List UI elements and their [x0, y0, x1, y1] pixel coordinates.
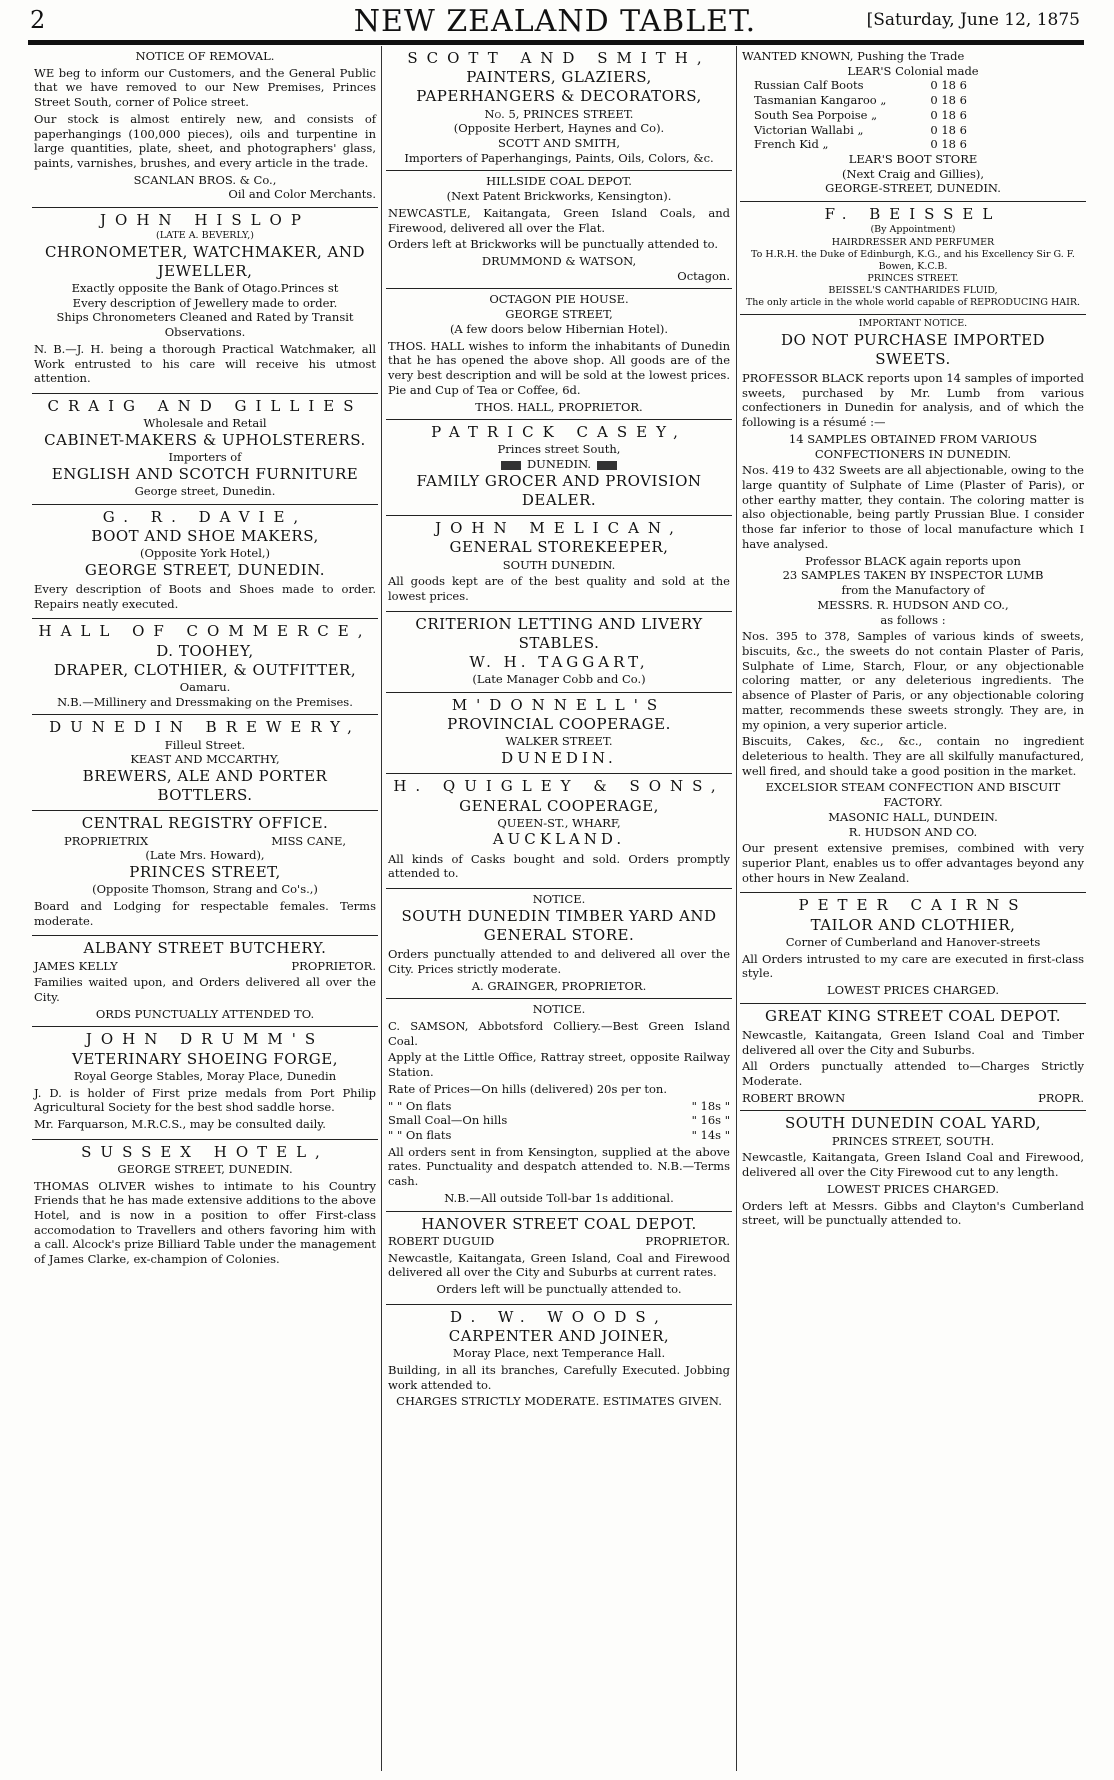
ad-body: Building, in all its branches, Carefully Executed. Jobbing work attended to. [388, 1362, 730, 1392]
ad-line: (Late Manager Cobb and Co.) [472, 672, 646, 687]
ad-great-king-coal [740, 1004, 1086, 1112]
ad-line: (Opposite Thomson, Strang and Co's.,) [92, 882, 318, 897]
price-value: 0 18 6 [930, 78, 967, 93]
ad-woods-carpenter [386, 1305, 732, 1414]
ad-line: MESSRS. R. HUDSON AND CO., [817, 597, 1009, 612]
ad-footer: ORDS PUNCTUALLY ATTENDED TO. [95, 1006, 315, 1021]
ad-name: SOUTH DUNEDIN COAL YARD, [784, 1114, 1042, 1133]
ad-line: (Late Mrs. Howard), [145, 848, 265, 863]
ad-scanlan [32, 46, 378, 208]
ornament-icon [597, 461, 617, 470]
column-3 [740, 46, 1086, 1776]
ad-body: Newcastle, Kaitangata, Green Island Coal and Timber delivered all over the City and Suburbs. [742, 1027, 1084, 1057]
ad-line: AUCKLAND. [492, 830, 626, 849]
ad-south-dunedin-coal [740, 1111, 1086, 1235]
ad-name: HILLSIDE COAL DEPOT. [486, 174, 632, 189]
ad-line: Moray Place, next Temperance Hall. [452, 1346, 666, 1361]
ad-line: No. 5, PRINCES STREET. [484, 106, 634, 121]
ad-line: MASONIC HALL, DUNDEIN. [828, 809, 998, 824]
ad-footer: CHARGES STRICTLY MODERATE. ESTIMATES GIVEN. [396, 1394, 722, 1409]
ad-line: (A few doors below Hibernian Hotel). [449, 321, 669, 336]
ad-name: M'DONNELL'S [451, 696, 667, 715]
ad-line: SCOTT AND SMITH, [497, 136, 621, 150]
price-value: " 16s " [691, 1113, 730, 1128]
ad-line: Oamaru. [179, 679, 231, 694]
ad-body: Every description of Boots and Shoes made to order. Repairs neatly executed. [34, 581, 376, 611]
price-row [750, 78, 971, 93]
ad-name: SUSSEX HOTEL, [81, 1142, 329, 1161]
price-value: " 14s " [691, 1128, 730, 1143]
ad-name: OCTAGON PIE HOUSE. [489, 292, 629, 307]
ad-name: CENTRAL REGISTRY OFFICE. [81, 814, 329, 833]
ad-line: PAPERHANGERS & DECORATORS, [416, 87, 702, 106]
ad-hall-of-commerce [32, 619, 378, 715]
ornament-icon [501, 461, 521, 470]
ad-line: EXCELSIOR STEAM CONFECTION AND BISCUIT FACTORY. [765, 780, 1061, 810]
ad-body: THOMAS OLIVER wishes to intimate to his Country Friends that he has made extensive additions to the above Hotel, and is now in a position to offer First-class accomodation to Travellers and others favoring him with a call. Alcock's prize Billiard Table under the management of James Clarke, ex-champion of Colonies. [34, 1178, 376, 1267]
page-number: 2 [30, 6, 46, 34]
ad-line: STABLES. [518, 633, 600, 652]
ad-line: George street, Dunedin. [134, 483, 276, 498]
ad-beissel-hairdresser [740, 202, 1086, 315]
ad-line: DUNEDIN. [526, 457, 592, 472]
ad-criterion-stables [386, 612, 732, 693]
ad-line: Every description of Jewellery made to order. [72, 295, 338, 310]
ad-line: PRINCES STREET. [867, 273, 959, 284]
ad-dunedin-brewery [32, 715, 378, 811]
ad-hanover-coal [386, 1212, 732, 1305]
ad-line: (Opposite York Hotel,) [139, 546, 271, 561]
ad-owner: JAMES KELLY [34, 958, 118, 973]
ad-line: (Next Patent Brickworks, Kensington). [446, 189, 672, 204]
ad-body: Families waited upon, and Orders delivered all over the City. [34, 975, 376, 1004]
column-divider [381, 46, 382, 1771]
ad-role: PROPRIETOR. [645, 1233, 730, 1248]
ad-line: PRINCES STREET, SOUTH. [831, 1133, 995, 1148]
ad-line: PRINCES STREET, [129, 863, 281, 881]
ad-body: All Orders intrusted to my care are executed in first-class style. [742, 951, 1084, 981]
ad-body: Apply at the Little Office, Rattray street, opposite Railway Station. [388, 1050, 730, 1080]
ad-body: Mr. Farquarson, M.R.C.S., may be consulted daily. [34, 1116, 326, 1131]
ad-line: KEAST AND MCCARTHY, [130, 752, 280, 767]
ad-firm: SCANLAN BROS. & Co., [133, 172, 277, 187]
ad-line: W. H. TAGGART, [469, 653, 649, 672]
ad-firm: DRUMMOND & WATSON, [481, 254, 637, 269]
ad-line: To H.R.H. the Duke of Edinburgh, K.G., and his Excellency Sir G. F. Bowen, K.C.B. [751, 248, 1075, 272]
ad-value: MISS CANE, [271, 833, 346, 848]
ad-drumm-forge [32, 1027, 378, 1139]
ad-name: PATRICK CASEY, [431, 423, 687, 442]
ad-patrick-casey [386, 420, 732, 516]
ad-subtitle: Oil and Color Merchants. [228, 187, 376, 202]
price-value: 0 18 6 [930, 107, 967, 122]
ad-line: Ships Chronometers Cleaned and Rated by Transit Observations. [56, 310, 354, 340]
ad-line: GEORGE STREET, DUNEDIN. [84, 560, 326, 579]
ad-name: D. W. WOODS, [450, 1307, 668, 1326]
ad-body: All goods kept are of the best quality and sold at the lowest prices. [388, 574, 730, 604]
price-label: " " On flats [388, 1098, 452, 1113]
ad-owner: ROBERT BROWN [742, 1090, 846, 1105]
ad-name: JOHN DRUMM'S [85, 1030, 325, 1049]
ad-line: ENGLISH AND SCOTCH FURNITURE [51, 464, 359, 483]
ad-central-registry [32, 811, 378, 936]
ad-name: JOHN MELICAN, [435, 519, 683, 538]
ad-body: Orders left at Brickworks will be punctually attended to. [388, 237, 718, 252]
newspaper-title: NEW ZEALAND TABLET. [353, 4, 757, 39]
ad-line: SOUTH DUNEDIN. [502, 557, 616, 572]
price-item: Victorian Wallabi „ [754, 122, 864, 137]
price-item: South Sea Porpoise „ [754, 107, 878, 122]
ad-body: Board and Lodging for respectable females. Terms moderate. [34, 898, 376, 928]
ad-line: QUEEN-ST., WHARF, [497, 815, 621, 830]
ad-octagon-pie-house [386, 289, 732, 420]
price-list [750, 78, 971, 152]
ad-body: Orders left at Messrs. Gibbs and Clayton's Cumberland street, will be punctually attended to. [742, 1198, 1084, 1228]
ad-name: HANOVER STREET COAL DEPOT. [421, 1214, 697, 1233]
ad-line: DUNEDIN. [501, 749, 617, 768]
ad-notice: NOTICE. [532, 1002, 586, 1017]
ad-line: BOTTLERS. [157, 786, 253, 805]
ad-line: DRAPER, CLOTHIER, & OUTFITTER, [53, 660, 357, 679]
price-value: 0 18 6 [930, 122, 967, 137]
ad-body: WE beg to inform our Customers, and the General Public that we have removed to our New Premises, Princes Street South, corner of Police street. [34, 65, 376, 110]
ad-footer: LOWEST PRICES CHARGED. [827, 982, 999, 997]
issue-date: [Saturday, June 12, 1875 [866, 10, 1080, 30]
ad-line: GEORGE-STREET, DUNEDIN. [825, 181, 1001, 196]
ad-line: (Opposite Herbert, Haynes and Co). [453, 121, 665, 136]
ad-body: NEWCASTLE, Kaitangata, Green Island Coals, and Firewood, delivered all over the Flat. [388, 205, 730, 235]
ad-line: DEALER. [521, 491, 597, 510]
ad-body: Newcastle, Kaitangata, Green Island, Coal and Firewood delivered all over the City and Suburbs at current rates. [388, 1250, 730, 1280]
ad-body: Our present extensive premises, combined with very superior Plant, enables us to offer advantages beyond any other hours in New Zealand. [742, 841, 1084, 885]
ad-body: Our stock is almost entirely new, and consists of paperhangings (100,000 pieces), oils and turpentine in large quantities, plate, sheet, and photographers' glass, paints, varnishes, brushes, and every article in the trade. [34, 111, 376, 171]
ad-body: Biscuits, Cakes, &c., &c., contain no ingredient deleterious to health. They are all skilfully manufactured, well fired, and should take a good position in the market. [742, 734, 1084, 778]
ad-line: BOOT AND SHOE MAKERS, [91, 526, 319, 545]
ad-line: (Next Craig and Gillies), [842, 166, 984, 181]
ad-heading: DO NOT PURCHASE IMPORTED [780, 330, 1046, 349]
ad-john-melican [386, 516, 732, 612]
ad-davie [32, 505, 378, 620]
ad-line: PROVINCIAL COOPERAGE. [447, 715, 671, 734]
ad-craig-gillies [32, 394, 378, 505]
ad-line: LEAR'S BOOT STORE [848, 152, 978, 167]
masthead [30, 4, 1080, 38]
ad-line: Filleul Street. [164, 737, 246, 752]
ad-body: THOS. HALL wishes to inform the inhabitants of Dunedin that he has opened the above shop. All goods are of the very best description and will be sold at the lowest prices. Pie and Cup of Tea or Coffee, 6d. [388, 338, 730, 397]
ad-line: LEAR'S Colonial made [847, 63, 979, 78]
ad-name: F. BEISSEL [824, 205, 1002, 224]
ad-south-dunedin-timber [386, 889, 732, 999]
ad-line: CABINET-MAKERS & UPHOLSTERERS. [44, 430, 366, 449]
ad-hillside-coal [386, 171, 732, 289]
ad-body: All Orders punctually attended to—Charges Strictly Moderate. [742, 1059, 1084, 1089]
ad-line: Princes street South, [497, 442, 621, 457]
ad-subheading: 23 SAMPLES TAKEN BY INSPECTOR LUMB [782, 568, 1044, 583]
column-divider [736, 46, 737, 1771]
price-value: " 18s " [691, 1098, 730, 1113]
ad-body: Newcastle, Kaitangata, Green Island Coal and Firewood, delivered all over the City Firewood cut to any length. [742, 1150, 1084, 1180]
header-rule [28, 40, 1084, 45]
ad-line: Corner of Cumberland and Hanover-streets [785, 934, 1041, 949]
ad-body: J. D. is holder of First prize medals from Port Philip Agricultural Society for the best shod saddle horse. [34, 1085, 376, 1115]
ad-heading: SWEETS. [875, 349, 951, 368]
ad-line: CHRONOMETER, WATCHMAKER, AND JEWELLER, [44, 242, 366, 280]
ad-line: Royal George Stables, Moray Place, Dunedin [73, 1068, 337, 1083]
ad-name: G. R. DAVIE, [102, 507, 308, 526]
price-row [750, 93, 971, 108]
ad-line: GENERAL COOPERAGE, [459, 796, 659, 815]
ad-name: CRITERION LETTING AND LIVERY [415, 614, 703, 633]
price-row [750, 108, 971, 123]
ad-sussex-hotel [32, 1140, 378, 1274]
price-row [750, 123, 971, 138]
ad-line: Wholesale and Retail [143, 416, 267, 431]
ad-line: Professor BLACK again reports upon [805, 553, 1021, 568]
ad-footer: N.B.—All outside Toll-bar 1s additional. [444, 1190, 674, 1205]
ad-line: Importers of [168, 450, 242, 465]
ad-line: VETERINARY SHOEING FORGE, [71, 1049, 339, 1068]
ad-body: PROFESSOR BLACK reports upon 14 samples of imported sweets, purchased by Mr. Lumb from various confectioners in Dunedin for analysis, and of which the following is a résumé :— [742, 371, 1084, 430]
ad-notice: NOTICE. [532, 892, 586, 907]
ad-body: Rate of Prices—On hills (delivered) 20s per ton. [388, 1081, 667, 1096]
ad-name: SOUTH DUNEDIN TIMBER YARD AND GENERAL STORE. [401, 906, 717, 944]
ad-name: GREAT KING STREET COAL DEPOT. [764, 1006, 1062, 1025]
ad-line: GEORGE STREET, [505, 307, 613, 322]
ad-line: The only article in the whole world capable of REPRODUCING HAIR. [745, 297, 1081, 309]
ad-line: CARPENTER AND JOINER, [448, 1326, 670, 1345]
price-value: 0 18 6 [930, 137, 967, 152]
ad-line: TAILOR AND CLOTHIER, [810, 915, 1016, 934]
ad-signature: A. GRAINGER, PROPRIETOR. [471, 978, 647, 993]
ad-name: PETER CAIRNS [798, 896, 1028, 915]
price-item: Russian Calf Boots [754, 78, 864, 93]
ad-body: Nos. 395 to 378, Samples of various kinds of sweets, biscuits, &c., the sweets do not contain Plaster of Paris, Sulphate of Lime, Starch, Flour, or any objectionable coloring matter, or any deleterious ingredients. The absence of Plaster of Paris, or any objectionable coloring matter, recommends these sweets strongly. They are, in my opinion, a very superior article. [742, 629, 1084, 732]
ad-name: H. QUIGLEY & SONS, [393, 777, 725, 796]
ad-name: DUNEDIN BREWERY, [49, 718, 361, 737]
price-label: Small Coal—On hills [388, 1113, 508, 1128]
ad-line: HAIRDRESSER AND PERFUMER [831, 236, 995, 248]
column-2 [386, 46, 732, 1776]
ad-owner: ROBERT DUGUID [388, 1233, 495, 1248]
ad-role: PROPR. [1038, 1090, 1084, 1105]
ad-subtitle: Octagon. [677, 268, 730, 283]
ad-line: BEISSEL'S CANTHARIDES FLUID, [828, 285, 998, 297]
ad-heading: NOTICE OF REMOVAL. [135, 49, 275, 63]
ad-line: R. HUDSON AND CO. [848, 824, 978, 839]
ad-body: All orders sent in from Kensington, supplied at the above rates. Punctuality and despatch attended to. N.B.—Terms cash. [388, 1144, 730, 1189]
ad-body: C. SAMSON, Abbotsford Colliery.—Best Green Island Coal. [388, 1019, 730, 1048]
ad-name: JOHN HISLOP [100, 211, 310, 230]
ad-line: BREWERS, ALE AND PORTER [82, 767, 328, 785]
ad-notice: IMPORTANT NOTICE. [858, 318, 968, 330]
ad-quigley-sons [386, 774, 732, 889]
ad-samson-colliery [386, 999, 732, 1211]
ad-footer: LOWEST PRICES CHARGED. [827, 1181, 999, 1196]
ad-signature: THOS. HALL, PROPRIETOR. [475, 399, 643, 414]
price-label: " " On flats [388, 1128, 452, 1143]
ad-role: PROPRIETOR. [291, 958, 376, 973]
ad-name: SCOTT AND SMITH, [407, 49, 711, 67]
ad-mdonnell-cooperage [386, 693, 732, 774]
ad-name: HALL OF COMMERCE, [38, 622, 372, 641]
ad-name: ALBANY STREET BUTCHERY. [83, 939, 327, 958]
ad-line: N.B.—Millinery and Dressmaking on the Premises. [57, 694, 353, 709]
price-item: Tasmanian Kangaroo „ [754, 93, 887, 108]
ad-line: FAMILY GROCER AND PROVISION [416, 471, 702, 490]
ad-line: (LATE A. BEVERLY,) [156, 230, 254, 242]
ad-albany-butchery [32, 936, 378, 1027]
ad-body: Orders punctually attended to and delivered all over the City. Prices strictly moderate. [388, 947, 730, 976]
ad-body: All kinds of Casks bought and sold. Orders promptly attended to. [388, 851, 730, 881]
ad-line: Exactly opposite the Bank of Otago.Princes st [71, 280, 339, 295]
ad-body: N. B.—J. H. being a thorough Practical Watchmaker, all Work entrusted to his care will receive his utmost attention. [34, 341, 376, 386]
ad-peter-cairns [740, 893, 1086, 1003]
column-1 [32, 46, 378, 1776]
ad-line: WALKER STREET. [505, 734, 613, 749]
ad-subheading: 14 SAMPLES OBTAINED FROM VARIOUS CONFECTIONERS IN DUNEDIN. [788, 431, 1038, 461]
ad-line: Importers of Paperhangings, Paints, Oils, Colors, &c. [404, 150, 714, 165]
ad-line: as follows : [880, 612, 946, 627]
ad-line: PAINTERS, GLAZIERS, [466, 68, 652, 87]
ad-line: (By Appointment) [870, 224, 956, 236]
price-value: 0 18 6 [930, 93, 967, 108]
ad-body: Orders left will be punctually attended to. [436, 1281, 682, 1296]
ad-hudson-sweets [740, 315, 1086, 893]
ad-line: D. TOOHEY, [156, 641, 254, 660]
ad-hislop [32, 208, 378, 394]
ad-label: PROPRIETRIX [64, 833, 149, 848]
ad-name: CRAIG AND GILLIES [47, 396, 363, 415]
price-row [750, 137, 971, 152]
price-item: French Kid „ [754, 137, 829, 152]
ad-scott-smith [386, 46, 732, 171]
ad-lear-boots [740, 46, 1086, 202]
ad-line: GEORGE STREET, DUNEDIN. [117, 1161, 293, 1176]
ad-line: WANTED KNOWN, Pushing the Trade [742, 49, 965, 63]
ad-body: Nos. 419 to 432 Sweets are all abjectionable, owing to the large quantity of Sulphate of Lime (Plaster of Paris), or other earthy matter, they contain. The coloring matter is also objectionable, being partly Prussian Blue. I consider those far inferior to those of local manufacture which I have analysed. [742, 463, 1084, 551]
ad-line: from the Manufactory of [841, 583, 985, 598]
ad-line: GENERAL STOREKEEPER, [449, 538, 669, 557]
